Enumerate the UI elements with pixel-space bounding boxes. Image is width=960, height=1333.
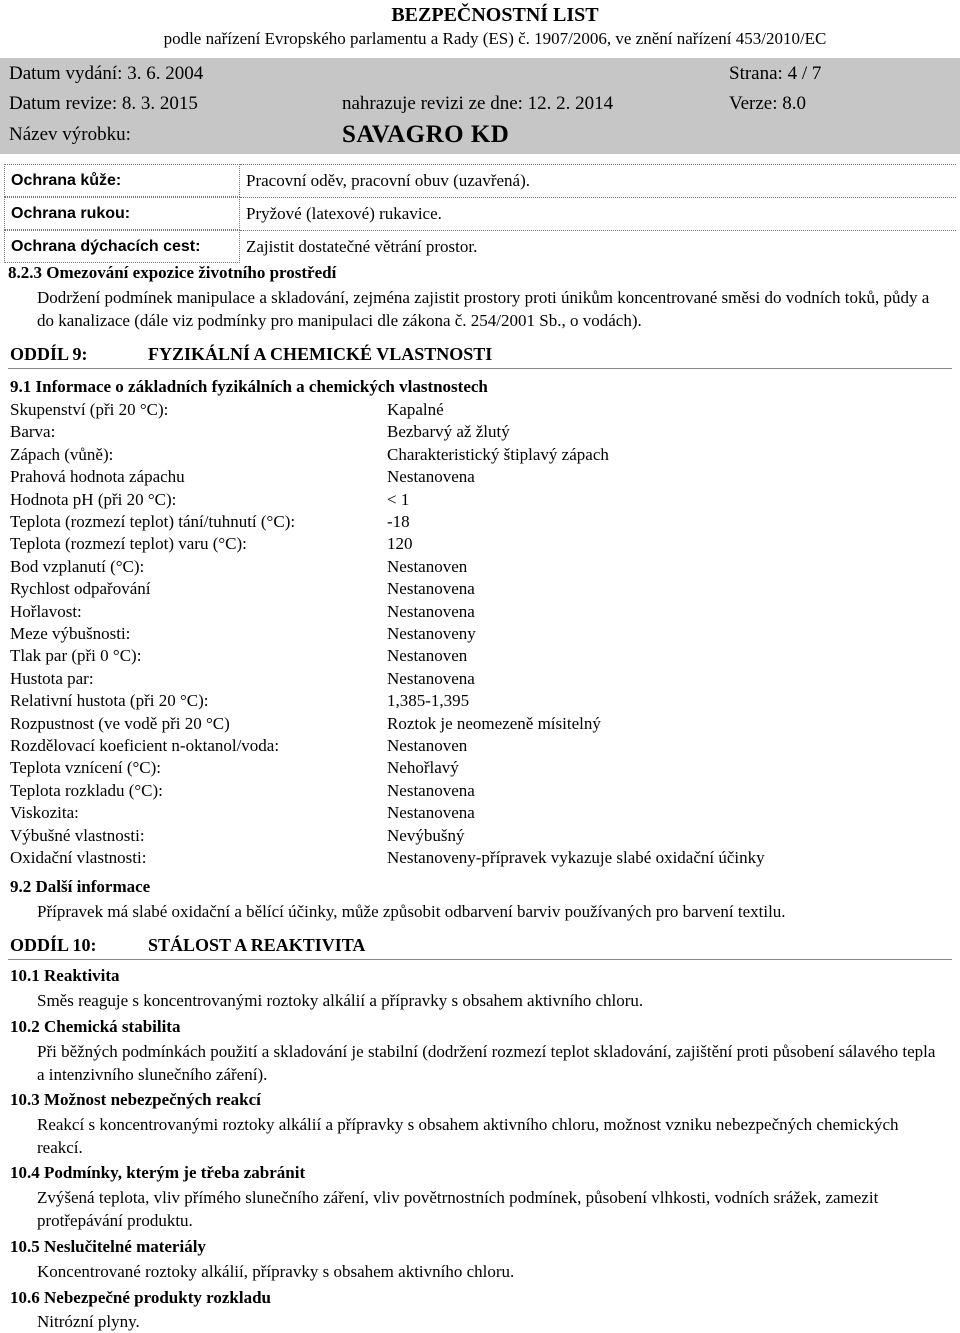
property-value: Nestanovena: [387, 602, 475, 621]
section-9-2-text: Přípravek má slabé oxidační a bělící účinky, může způsobit odbarvení barviv používaných pro barvení textilu.: [37, 902, 786, 921]
product-label: Název výrobku:: [9, 124, 131, 145]
page-number: Strana: 4 / 7: [729, 63, 822, 84]
section-10-3-text: Reakcí s koncentrovanými roztoky alkálií a přípravky s obsahem aktivního chloru, možnost vzniku nebezpečných chemických reakcí.: [37, 1115, 899, 1157]
section-10-2-text: Při běžných podmínkách použití a skladování je stabilní (dodržení rozmezí teplot skladování, zajištění proti působení sálavého tepla a intenzivního slunečního záření).: [37, 1042, 936, 1084]
property-value: 120: [387, 534, 413, 553]
table-row: [4, 197, 956, 230]
section-10-2-heading: 10.2 Chemická stabilita: [10, 1017, 181, 1036]
property-value: Nestanovena: [387, 669, 475, 688]
property-label: Relativní hustota (při 20 °C):: [10, 691, 209, 710]
property-value: Nestanoven: [387, 557, 468, 576]
property-label: Meze výbušnosti:: [10, 624, 131, 643]
property-label: Oxidační vlastnosti:: [10, 848, 147, 867]
section-8-2-3-heading: 8.2.3 Omezování expozice životního prostředí: [8, 263, 337, 282]
property-label: Skupenství (při 20 °C):: [10, 400, 169, 419]
property-label: Hodnota pH (při 20 °C):: [10, 490, 177, 509]
section-10-1-heading: 10.1 Reaktivita: [10, 966, 120, 985]
property-label: Výbušné vlastnosti:: [10, 826, 145, 845]
section-10-6-text: Nitrózní plyny.: [37, 1312, 140, 1331]
property-label: Hořlavost:: [10, 602, 82, 621]
section-10-title: STÁLOST A REAKTIVITA: [148, 935, 366, 955]
property-label: Barva:: [10, 422, 56, 441]
property-value: Nehořlavý: [387, 758, 459, 777]
property-value: 1,385-1,395: [387, 691, 470, 710]
property-value: Nestanovena: [387, 467, 475, 486]
property-value: Nestanovena: [387, 781, 475, 800]
version: Verze: 8.0: [729, 93, 807, 114]
property-label: Teplota (rozmezí teplot) varu (°C):: [10, 534, 247, 553]
product-name: SAVAGRO KD: [342, 121, 510, 148]
property-label: Zápach (vůně):: [10, 445, 114, 464]
property-value: Nestanoven: [387, 736, 468, 755]
property-value: Nevýbušný: [387, 826, 465, 845]
property-value: Nestanovena: [387, 579, 475, 598]
property-label: Teplota vznícení (°C):: [10, 758, 161, 777]
section-10-number: ODDÍL 10:: [10, 935, 97, 955]
section-9-1-heading: 9.1 Informace o základních fyzikálních a chemických vlastnostech: [10, 377, 488, 396]
property-value: Kapalné: [387, 400, 444, 419]
property-label: Rozpustnost (ve vodě při 20 °C): [10, 714, 230, 733]
property-value: < 1: [387, 490, 410, 509]
protection-label: Ochrana rukou:: [4, 197, 240, 230]
property-value: Nestanoveny-přípravek vykazuje slabé oxidační účinky: [387, 848, 765, 867]
section-9-title: FYZIKÁLNÍ A CHEMICKÉ VLASTNOSTI: [148, 344, 493, 364]
section-9-2-heading: 9.2 Další informace: [10, 877, 151, 896]
section-10-4-text: Zvýšená teplota, vliv přímého slunečního záření, vliv povětrnostních podmínek, působení vlhkosti, vodních srážek, zamezit protřepávání produktu.: [37, 1188, 879, 1230]
replaces-revision: nahrazuje revizi ze dne: 12. 2. 2014: [342, 93, 614, 114]
protection-value: Pracovní oděv, pracovní obuv (uzavřená).: [240, 164, 956, 197]
section-10-1-text: Směs reaguje s koncentrovanými roztoky alkálií a přípravky s obsahem aktivního chloru.: [37, 991, 644, 1010]
table-row: [4, 164, 956, 197]
property-label: Rychlost odpařování: [10, 579, 151, 598]
property-label: Viskozita:: [10, 803, 79, 822]
protection-table: [4, 164, 956, 263]
property-label: Teplota rozkladu (°C):: [10, 781, 163, 800]
section-8-2-3-text: Dodržení podmínek manipulace a skladování, zejména zajistit prostory proti únikům koncentrované směsi do vodních toků, půdy a do kanalizace (dále viz podmínky pro manipulaci dle zákona č. 254/2001 Sb., o vodách).: [37, 288, 930, 330]
property-value: Nestanovena: [387, 803, 475, 822]
property-value: -18: [387, 512, 410, 531]
section-10-3-heading: 10.3 Možnost nebezpečných reakcí: [10, 1090, 261, 1109]
property-label: Hustota par:: [10, 669, 94, 688]
section-10-5-heading: 10.5 Neslučitelné materiály: [10, 1237, 206, 1256]
property-label: Rozdělovací koeficient n-oktanol/voda:: [10, 736, 280, 755]
table-row: [4, 230, 956, 263]
section-10-4-heading: 10.4 Podmínky, kterým je třeba zabránit: [10, 1163, 306, 1182]
property-label: Teplota (rozmezí teplot) tání/tuhnutí (°C):: [10, 512, 296, 531]
property-label: Bod vzplanutí (°C):: [10, 557, 145, 576]
property-value: Bezbarvý až žlutý: [387, 422, 510, 441]
section-10-6-heading: 10.6 Nebezpečné produkty rozkladu: [10, 1288, 272, 1307]
document-title: BEZPEČNOSTNÍ LIST: [391, 4, 599, 26]
protection-value: Pryžové (latexové) rukavice.: [240, 197, 956, 230]
issue-date: Datum vydání: 3. 6. 2004: [9, 63, 204, 84]
section-divider: [8, 959, 952, 960]
property-value: Nestanoven: [387, 646, 468, 665]
property-label: Prahová hodnota zápachu: [10, 467, 185, 486]
protection-label: Ochrana kůže:: [4, 164, 240, 197]
section-9-number: ODDÍL 9:: [10, 344, 88, 364]
protection-label: Ochrana dýchacích cest:: [4, 230, 240, 263]
property-value: Nestanoveny: [387, 624, 476, 643]
section-divider: [8, 368, 952, 369]
property-label: Tlak par (při 0 °C):: [10, 646, 142, 665]
section-10-5-text: Koncentrované roztoky alkálií, přípravky s obsahem aktivního chloru.: [37, 1262, 515, 1281]
property-value: Charakteristický štiplavý zápach: [387, 445, 609, 464]
document-subtitle: podle nařízení Evropského parlamentu a Rady (ES) č. 1907/2006, ve znění nařízení 453/2010/EC: [163, 29, 827, 48]
property-value: Roztok je neomezeně mísitelný: [387, 714, 601, 733]
protection-value: Zajistit dostatečné větrání prostor.: [240, 230, 956, 263]
revision-date: Datum revize: 8. 3. 2015: [9, 93, 198, 114]
